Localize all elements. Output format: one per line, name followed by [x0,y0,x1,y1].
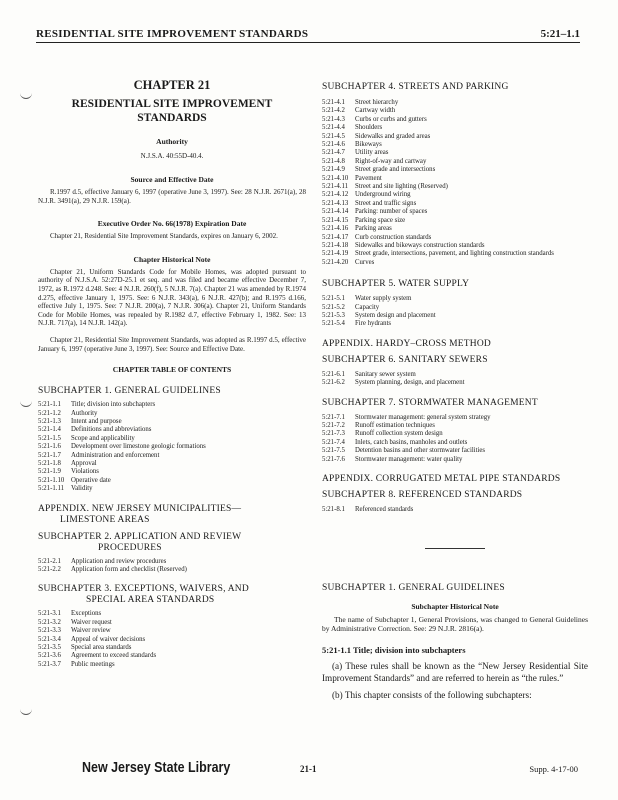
toc-number: 5:21-1.9 [38,468,61,476]
toc-number: 5:21-4.4 [322,124,345,132]
toc-title: Sanitary sewer system [355,370,416,378]
toc-list [38,558,306,575]
toc-title: Cartway width [355,107,396,115]
subchapter-line: SUBCHAPTER 3. EXCEPTIONS, WAIVERS, AND [38,584,249,595]
toc-entry [38,477,306,485]
section-heading: 5:21-1.1 Title; division into subchapters [322,645,466,656]
page-number: 21-1 [300,764,317,774]
toc-number: 5:21-3.5 [38,644,61,652]
toc-title: Inlets, catch basins, manholes and outlets [355,438,468,446]
toc-entry [38,644,306,652]
toc-title: Street grade, intersections, pavement, and lighting construction standards [355,250,554,258]
toc-entry [38,566,306,574]
toc-title: Street grade and intersections [355,166,436,174]
toc-list [322,295,588,329]
toc-title: Sidewalks and graded areas [355,132,431,140]
toc-entry [322,183,588,191]
toc-number: 5:21-4.13 [322,199,349,207]
toc-title: Curves [355,258,375,266]
toc-title: Bikeways [355,141,382,149]
appendix-line: LIMESTONE AREAS [60,514,150,525]
toc-number: 5:21-4.11 [322,183,348,191]
toc-entry [322,430,588,438]
supplement-date: Supp. 4-17-00 [529,764,578,774]
toc-number: 5:21-7.2 [322,421,345,429]
toc-entry [322,133,588,141]
toc-entry [322,234,588,242]
chapter-number: CHAPTER 21 [133,78,211,92]
toc-entry [322,225,588,233]
toc-title: Curb construction standards [355,233,432,241]
toc-title: Parking: number of spaces [355,208,428,216]
toc-entry [322,295,588,303]
toc-number: 5:21-4.5 [322,132,345,140]
toc-entry [322,506,588,514]
toc-number: 5:21-5.2 [322,303,345,311]
history-heading: Chapter Historical Note [133,254,211,264]
toc-title: System planning, design, and placement [355,379,465,387]
toc-title: Right-of-way and cartway [355,157,427,165]
toc-number: 5:21-3.2 [38,618,61,626]
right-column [322,78,588,702]
toc-entry [322,250,588,258]
toc-subchapter-3 [38,584,306,606]
toc-entry [38,652,306,660]
toc-list [322,371,588,388]
toc-entry [38,619,306,627]
toc-number: 5:21-4.19 [322,250,349,258]
toc-number: 5:21-8.1 [322,506,345,513]
toc-entry [322,379,588,387]
toc-subchapter-2 [38,532,306,554]
toc-number: 5:21-1.6 [38,443,61,451]
toc-title: Appeal of waiver decisions [71,635,146,643]
toc-title: Violations [71,468,99,476]
toc-entry [38,661,306,669]
toc-entry [322,116,588,124]
source-heading: Source and Effective Date [130,175,214,184]
toc-title: Street and site lighting (Reserved) [355,183,448,191]
history-paragraph: Chapter 21, Residential Site Improvement Standards, was adopted as R.1997 d.5, effective January 6, 1997 (operative June 3, 1997). See: Source and Effective Date. [38,335,306,353]
toc-title: Application and review procedures [71,557,167,565]
toc-number: 5:21-2.1 [38,557,61,565]
toc-number: 5:21-4.8 [322,157,345,165]
toc-title: Curbs or curbs and gutters [355,115,427,123]
toc-entry [322,304,588,312]
toc-entry [322,166,588,174]
toc-number: 5:21-7.1 [322,413,345,421]
toc-number: 5:21-4.20 [322,258,349,266]
toc-entry [322,422,588,430]
toc-entry [322,320,588,328]
toc-title: Scope and applicability [71,434,135,442]
toc-entry [322,259,588,267]
toc-title: Referenced standards [355,506,414,513]
toc-number: 5:21-6.2 [322,379,345,387]
toc-entry [38,460,306,468]
toc-title: Validity [71,485,93,493]
toc-entry [322,456,588,464]
toc-title: Intent and purpose [71,417,122,425]
running-header [36,24,580,43]
toc-entry [322,371,588,379]
toc-number: 5:21-4.18 [322,241,349,249]
toc-number: 5:21-7.3 [322,430,345,438]
toc-entry [38,468,306,476]
toc-number: 5:21-5.3 [322,311,345,319]
toc-number: 5:21-4.15 [322,216,349,224]
toc-title: Application form and checklist (Reserved) [71,566,187,573]
toc-title: Sidewalks and bikeways construction standards [355,241,485,249]
toc-number: 5:21-1.4 [38,426,61,434]
toc-title: Operative date [71,476,111,484]
toc-appendix-metal-pipe: APPENDIX. CORRUGATED METAL PIPE STANDARDS [322,474,561,484]
margin-mark [20,400,32,407]
eo-text: Chapter 21, Residential Site Improvement Standards, expires on January 6, 2002. [50,232,278,241]
section-paragraph-b: (b) This chapter consists of the following subchapters: [332,690,532,701]
authority-heading: Authority [156,137,188,146]
toc-number: 5:21-1.5 [38,434,61,442]
toc-number: 5:21-3.6 [38,652,61,660]
toc-number: 5:21-4.3 [322,115,345,123]
toc-title: Detention basins and other stormwater facilities [355,447,486,455]
toc-appendix-municipalities [38,504,306,526]
toc-title: Street and traffic signs [355,199,417,207]
toc-entry [322,149,588,157]
toc-appendix-hardy-cross: APPENDIX. HARDY–CROSS METHOD [322,338,491,349]
toc-entry [322,141,588,149]
library-stamp: New Jersey State Library [82,760,231,776]
toc-entry [38,485,306,493]
toc-list [38,401,306,493]
toc-title: Runoff estimation techniques [355,421,435,429]
toc-number: 5:21-5.4 [322,320,345,328]
toc-number: 5:21-4.12 [322,191,349,199]
toc-title: Approval [71,459,97,467]
subchapter-line: SPECIAL AREA STANDARDS [86,595,215,606]
margin-mark [20,92,32,99]
toc-title: Exceptions [71,610,102,618]
toc-title: System design and placement [355,311,436,319]
toc-entry [38,636,306,644]
toc-number: 5:21-4.9 [322,166,345,174]
toc-title: Definitions and abbreviations [71,426,152,434]
subchapter-line: PROCEDURES [98,542,162,553]
subchapter-line: SUBCHAPTER 2. APPLICATION AND REVIEW [38,531,242,542]
toc-entry [322,175,588,183]
toc-title: Utility areas [355,149,389,157]
toc-title: Parking areas [355,225,392,233]
toc-entry [322,242,588,250]
toc-number: 5:21-7.4 [322,438,345,446]
toc-title: Capacity [355,303,380,311]
toc-title: Stormwater management: general system strategy [355,413,491,421]
toc-title: Agreement to exceed standards [71,652,157,660]
toc-subchapter-5: SUBCHAPTER 5. WATER SUPPLY [322,279,470,290]
toc-entry [322,200,588,208]
toc-subchapter-7: SUBCHAPTER 7. STORMWATER MANAGEMENT [322,397,538,408]
toc-number: 5:21-4.6 [322,141,345,149]
toc-entry [38,443,306,451]
toc-list [38,610,306,669]
toc-number: 5:21-3.4 [38,635,61,643]
authority-text: N.J.S.A. 40:55D-40.4. [140,152,204,160]
toc-entry [322,158,588,166]
toc-title: Runoff collection system design [355,430,443,438]
toc-number: 5:21-1.2 [38,409,61,417]
toc-title: Waiver request [71,618,112,626]
toc-title: Administration and enforcement [71,451,160,459]
toc-title: Public meetings [71,660,115,668]
toc-number: 5:21-5.1 [322,295,345,303]
toc-entry [38,410,306,418]
toc-list [322,414,588,464]
subchapter-history-text: The name of Subchapter 1, General Provisions, was changed to General Guidelines by Administrative Correction. See: 29 N.J.R. 2816(a). [322,615,588,634]
toc-entry [38,627,306,635]
toc-number: 5:21-4.2 [322,107,345,115]
toc-entry [322,124,588,132]
toc-subchapter-6: SUBCHAPTER 6. SANITARY SEWERS [322,354,488,365]
toc-entry [322,208,588,216]
left-column [38,78,306,669]
toc-entry [38,452,306,460]
toc-entry [322,414,588,422]
toc-entry [322,191,588,199]
toc-number: 5:21-3.3 [38,627,61,635]
source-text: R.1997 d.5, effective January 6, 1997 (operative June 3, 1997). See: 28 N.J.R. 2671(a), 28 N.J.R. 3491(a), 29 N.J.R. 159(a). [38,188,306,205]
toc-entry [38,426,306,434]
header-title: RESIDENTIAL SITE IMPROVEMENT STANDARDS [36,28,309,40]
toc-subchapter-8: SUBCHAPTER 8. REFERENCED STANDARDS [322,490,523,500]
toc-number: 5:21-4.17 [322,233,349,241]
toc-number: 5:21-2.2 [38,566,61,573]
section-paragraph-a: (a) These rules shall be known as the “New Jersey Residential Site Improvement Standards” and are referred to herein as “the rules.” [322,661,588,683]
toc-entry [38,610,306,618]
toc-number: 5:21-6.1 [322,370,345,378]
toc-number: 5:21-1.3 [38,417,61,425]
toc-number: 5:21-4.10 [322,174,349,182]
toc-entry [38,558,306,566]
chapter-title: RESIDENTIAL SITE IMPROVEMENT STANDARDS [71,98,273,124]
toc-number: 5:21-4.14 [322,208,349,216]
toc-number: 5:21-7.6 [322,455,345,463]
toc-title: Underground wiring [355,191,411,199]
toc-number: 5:21-1.8 [38,459,61,467]
toc-heading: CHAPTER TABLE OF CONTENTS [112,365,232,375]
toc-number: 5:21-1.10 [38,476,65,484]
appendix-line: APPENDIX. NEW JERSEY MUNICIPALITIES— [38,503,242,514]
section-divider [425,548,485,549]
toc-title: Water supply system [355,295,412,303]
toc-list [322,506,588,514]
toc-entry [322,107,588,115]
subchapter-history-heading: Subchapter Historical Note [411,602,499,612]
toc-title: Stormwater management: water quality [355,455,463,463]
body-subchapter-heading: SUBCHAPTER 1. GENERAL GUIDELINES [322,583,505,594]
toc-entry [322,312,588,320]
toc-number: 5:21-1.1 [38,401,61,409]
toc-title: Parking space size [355,216,406,224]
toc-number: 5:21-4.1 [322,99,345,106]
toc-title: Fire hydrants [355,320,392,328]
toc-title: Waiver review [71,627,111,635]
toc-subchapter-1: SUBCHAPTER 1. GENERAL GUIDELINES [38,386,221,397]
toc-number: 5:21-4.7 [322,149,345,157]
toc-number: 5:21-1.7 [38,451,61,459]
history-paragraph: Chapter 21, Uniform Standards Code for Mobile Homes, was adopted pursuant to authority of N.J.S.A. 52:27D-25.1 et seq. and was filed and became effective December 7, 1972, as R.1972 d.248. See: 4 N.J.R. 260(f), 5 N.J.R. 7(a). Chapter 21 was amended by R.1974 d.275, effective January 1, 1975. See: 6 N.J.R. 343(a), 6 N.J.R. 427(b); and R.1975 d.166, effective July 1, 1975. See: 7 N.J.R. 200(a), 7 N.J.R. 306(a). Chapter 21, Uniform Standards Code for Mobile Homes, was repealed by R.1982 d.7, effective February 1, 1982. See: 13 N.J.R. 717(a), 14 N.J.R. 142(a). [38,267,306,328]
toc-entry [322,447,588,455]
toc-list [322,99,588,267]
toc-entry [38,435,306,443]
toc-title: Special area standards [71,644,132,652]
toc-number: 5:21-3.7 [38,660,61,668]
toc-entry [38,418,306,426]
toc-number: 5:21-7.5 [322,447,345,455]
toc-entry [322,439,588,447]
toc-number: 5:21-4.16 [322,225,349,233]
toc-title: Development over limestone geologic formations [71,443,206,451]
toc-number: 5:21-1.11 [38,485,64,493]
toc-entry [322,217,588,225]
toc-number: 5:21-3.1 [38,610,61,618]
toc-title: Authority [71,409,98,417]
eo-heading: Executive Order No. 66(1978) Expiration Date [97,219,247,229]
toc-title: Shoulders [355,124,383,132]
margin-mark [20,708,32,715]
toc-entry [322,99,588,107]
toc-entry [38,401,306,409]
toc-title: Pavement [355,174,382,182]
toc-subchapter-4: SUBCHAPTER 4. STREETS AND PARKING [322,82,509,92]
toc-title: Street hierarchy [355,99,399,106]
header-section: 5:21–1.1 [540,28,580,40]
toc-title: Title; division into subchapters [71,401,156,409]
